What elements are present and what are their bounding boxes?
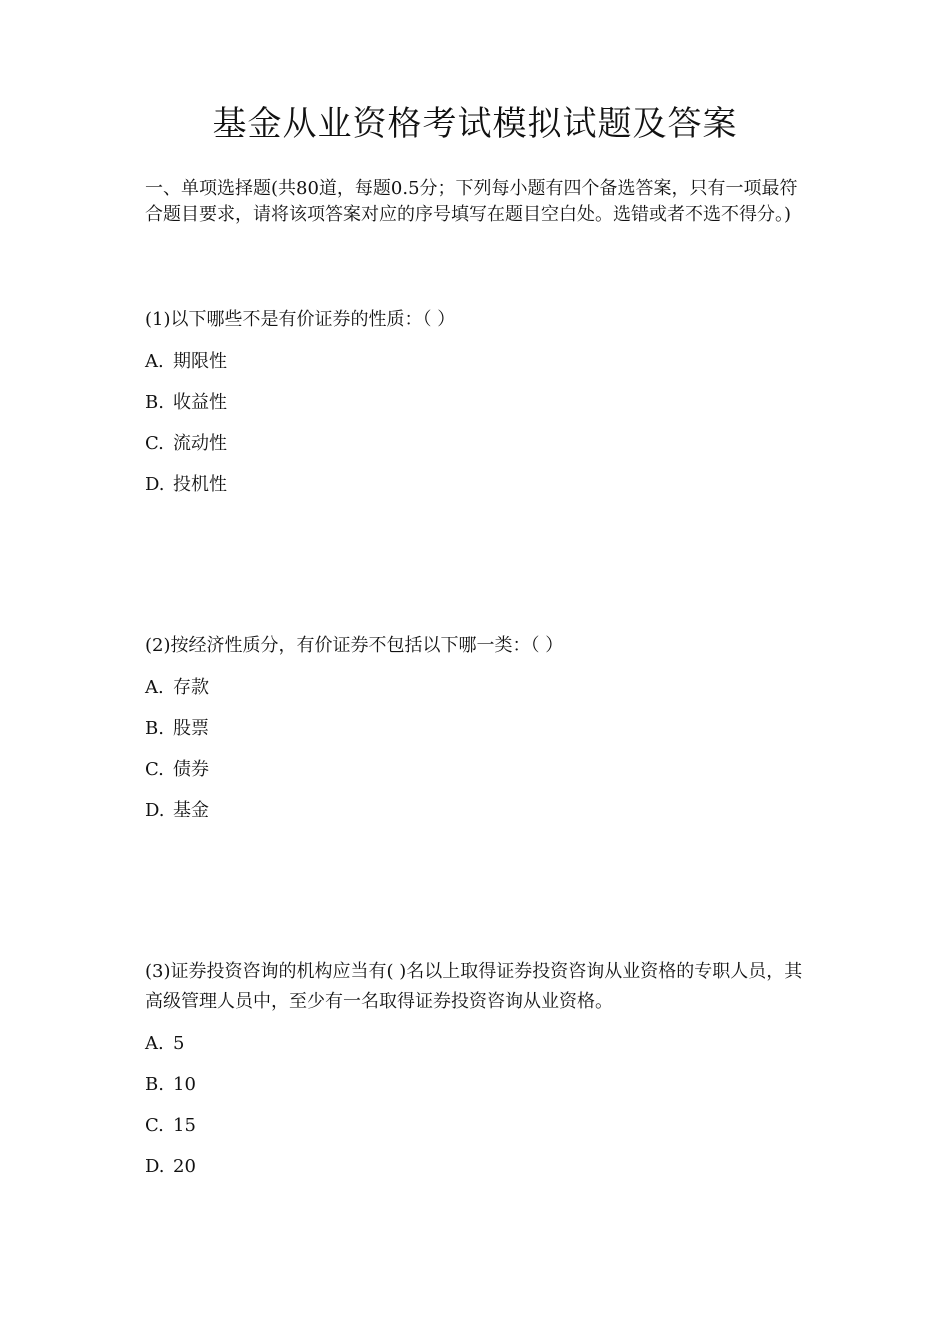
question-stem: (1)以下哪些不是有价证券的性质：（ ）: [145, 309, 456, 330]
option-text: 存款: [173, 677, 209, 698]
option-text: 股票: [173, 718, 209, 739]
document-title: 基金从业资格考试模拟试题及答案: [212, 104, 738, 144]
option-text: 20: [173, 1156, 196, 1177]
question-1: [145, 305, 810, 499]
option-b: [145, 715, 810, 743]
question-stem: (2)按经济性质分，有价证券不包括以下哪一类：（ ）: [145, 635, 564, 656]
option-text: 10: [173, 1074, 196, 1095]
option-a: [145, 1030, 810, 1058]
question-stem: (3)证券投资咨询的机构应当有( )名以上取得证券投资咨询从业资格的专职人员，其高级管理人员中，至少有一名取得证券投资咨询从业资格。: [145, 961, 803, 1012]
section-intro: 一、单项选择题(共80道，每题0.5分；下列每小题有四个备选答案，只有一项最符合题目要求，请将该项答案对应的序号填写在题目空白处。选错或者不选不得分。): [145, 178, 798, 225]
option-c: [145, 756, 810, 784]
option-text: 收益性: [173, 392, 227, 413]
option-d: [145, 1153, 810, 1181]
option-letter: C.: [145, 433, 164, 454]
option-letter: A.: [145, 677, 164, 698]
option-d: [145, 471, 810, 499]
option-letter: A.: [145, 1033, 164, 1054]
option-letter: D.: [145, 474, 165, 495]
option-text: 期限性: [173, 351, 227, 372]
option-letter: B.: [145, 392, 164, 413]
option-d: [145, 797, 810, 825]
option-letter: D.: [145, 1156, 165, 1177]
option-letter: C.: [145, 759, 164, 780]
option-a: [145, 348, 810, 376]
option-c: [145, 1112, 810, 1140]
option-text: 5: [173, 1033, 185, 1054]
option-text: 投机性: [173, 474, 227, 495]
option-letter: C.: [145, 1115, 164, 1136]
option-text: 债券: [173, 759, 209, 780]
question-2: [145, 631, 810, 825]
option-a: [145, 674, 810, 702]
question-3: [145, 957, 810, 1181]
option-text: 流动性: [173, 433, 227, 454]
option-letter: B.: [145, 1074, 164, 1095]
option-b: [145, 389, 810, 417]
option-letter: B.: [145, 718, 164, 739]
option-b: [145, 1071, 810, 1099]
option-letter: D.: [145, 800, 165, 821]
option-text: 基金: [173, 800, 209, 821]
option-letter: A.: [145, 351, 164, 372]
option-c: [145, 430, 810, 458]
option-text: 15: [173, 1115, 196, 1136]
